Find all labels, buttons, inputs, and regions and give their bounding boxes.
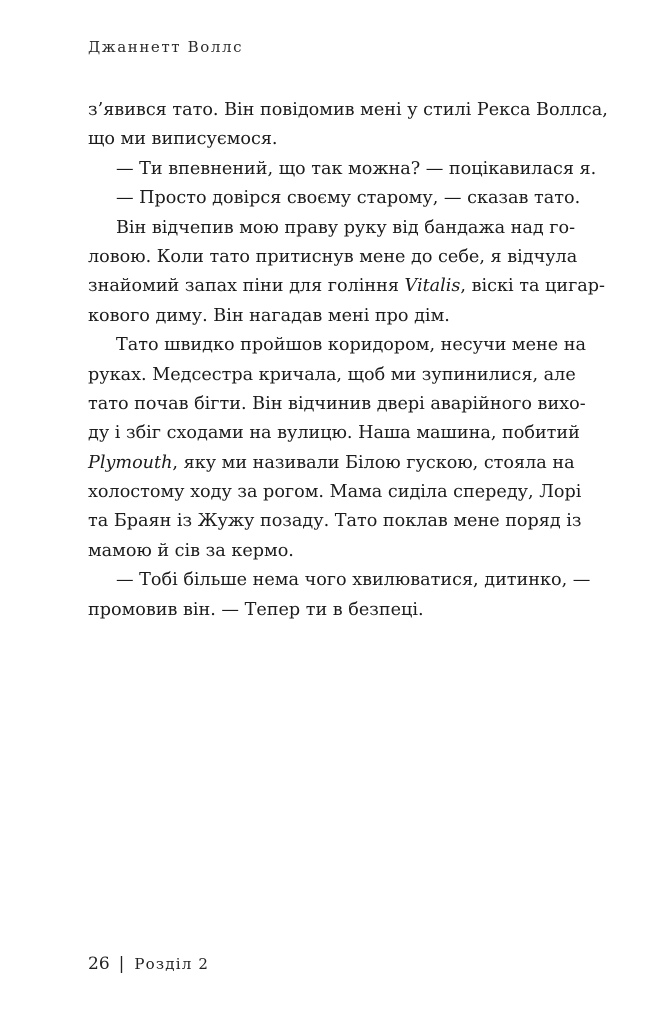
text-line (88, 537, 565, 566)
line-text: руках. Медсестра кричала, щоб ми зупинилися, але (88, 364, 576, 385)
line-text: мамою й сів за кермо. (88, 540, 294, 561)
line-text: — Просто довірся своєму старому, — сказав тато. (116, 188, 581, 209)
line-text: холостому ходу за рогом. Мама сиділа спереду, Лорі (88, 482, 582, 503)
line-text: , яку ми називали Білою гускою, стояла на (172, 452, 575, 473)
text-line (88, 419, 580, 448)
text-line (88, 302, 565, 331)
text-line (88, 214, 576, 243)
line-text: кового диму. Він нагадав мені про дім. (88, 305, 450, 326)
body-text (88, 96, 608, 625)
line-text: з’явився тато. Він повідомив мені у стилі Рекса Воллса, (88, 100, 608, 120)
text-line (88, 478, 582, 507)
text-line (88, 184, 581, 213)
running-head-author: Джаннетт Воллс (88, 38, 244, 56)
text-line (88, 566, 591, 595)
text-line (88, 596, 565, 625)
text-line (88, 507, 582, 536)
line-text: — Ти впевнений, що так можна? — поцікавилася я. (116, 158, 597, 179)
text-line (88, 449, 575, 478)
text-line (88, 390, 586, 419)
line-text: Тато швидко пройшов коридором, несучи мене на (116, 335, 586, 356)
text-line (88, 155, 597, 184)
line-text: знайомий запах піни для гоління (88, 276, 405, 297)
text-line (88, 331, 586, 360)
line-text: промовив він. — Тепер ти в безпеці. (88, 599, 424, 620)
chapter-label: Розділ 2 (134, 955, 210, 973)
italic-brand-plymouth: Plymouth (88, 452, 173, 473)
page-footer (88, 954, 209, 974)
line-text: , віскі та цигар- (460, 276, 605, 297)
page-number: 26 (88, 954, 110, 974)
line-text: що ми виписуємося. (88, 129, 278, 150)
line-text: тато почав бігти. Він відчинив двері аварійного вихо- (88, 393, 586, 414)
line-text: та Браян із Жужу позаду. Тато поклав мене поряд із (88, 511, 582, 532)
line-text: — Тобі більше нема чого хвилюватися, дитинко, — (116, 570, 591, 591)
line-text: Він відчепив мою праву руку від бандажа над го- (116, 217, 576, 238)
line-text: ду і збіг сходами на вулицю. Наша машина, побитий (88, 423, 580, 444)
line-text: ловою. Коли тато притиснув мене до себе, я відчула (88, 246, 578, 267)
text-line (88, 361, 576, 390)
text-line (88, 96, 608, 125)
text-line (88, 125, 565, 154)
text-line (88, 243, 578, 272)
text-line (88, 272, 605, 301)
italic-brand-vitalis: Vitalis (404, 276, 461, 297)
footer-separator: | (118, 954, 125, 974)
